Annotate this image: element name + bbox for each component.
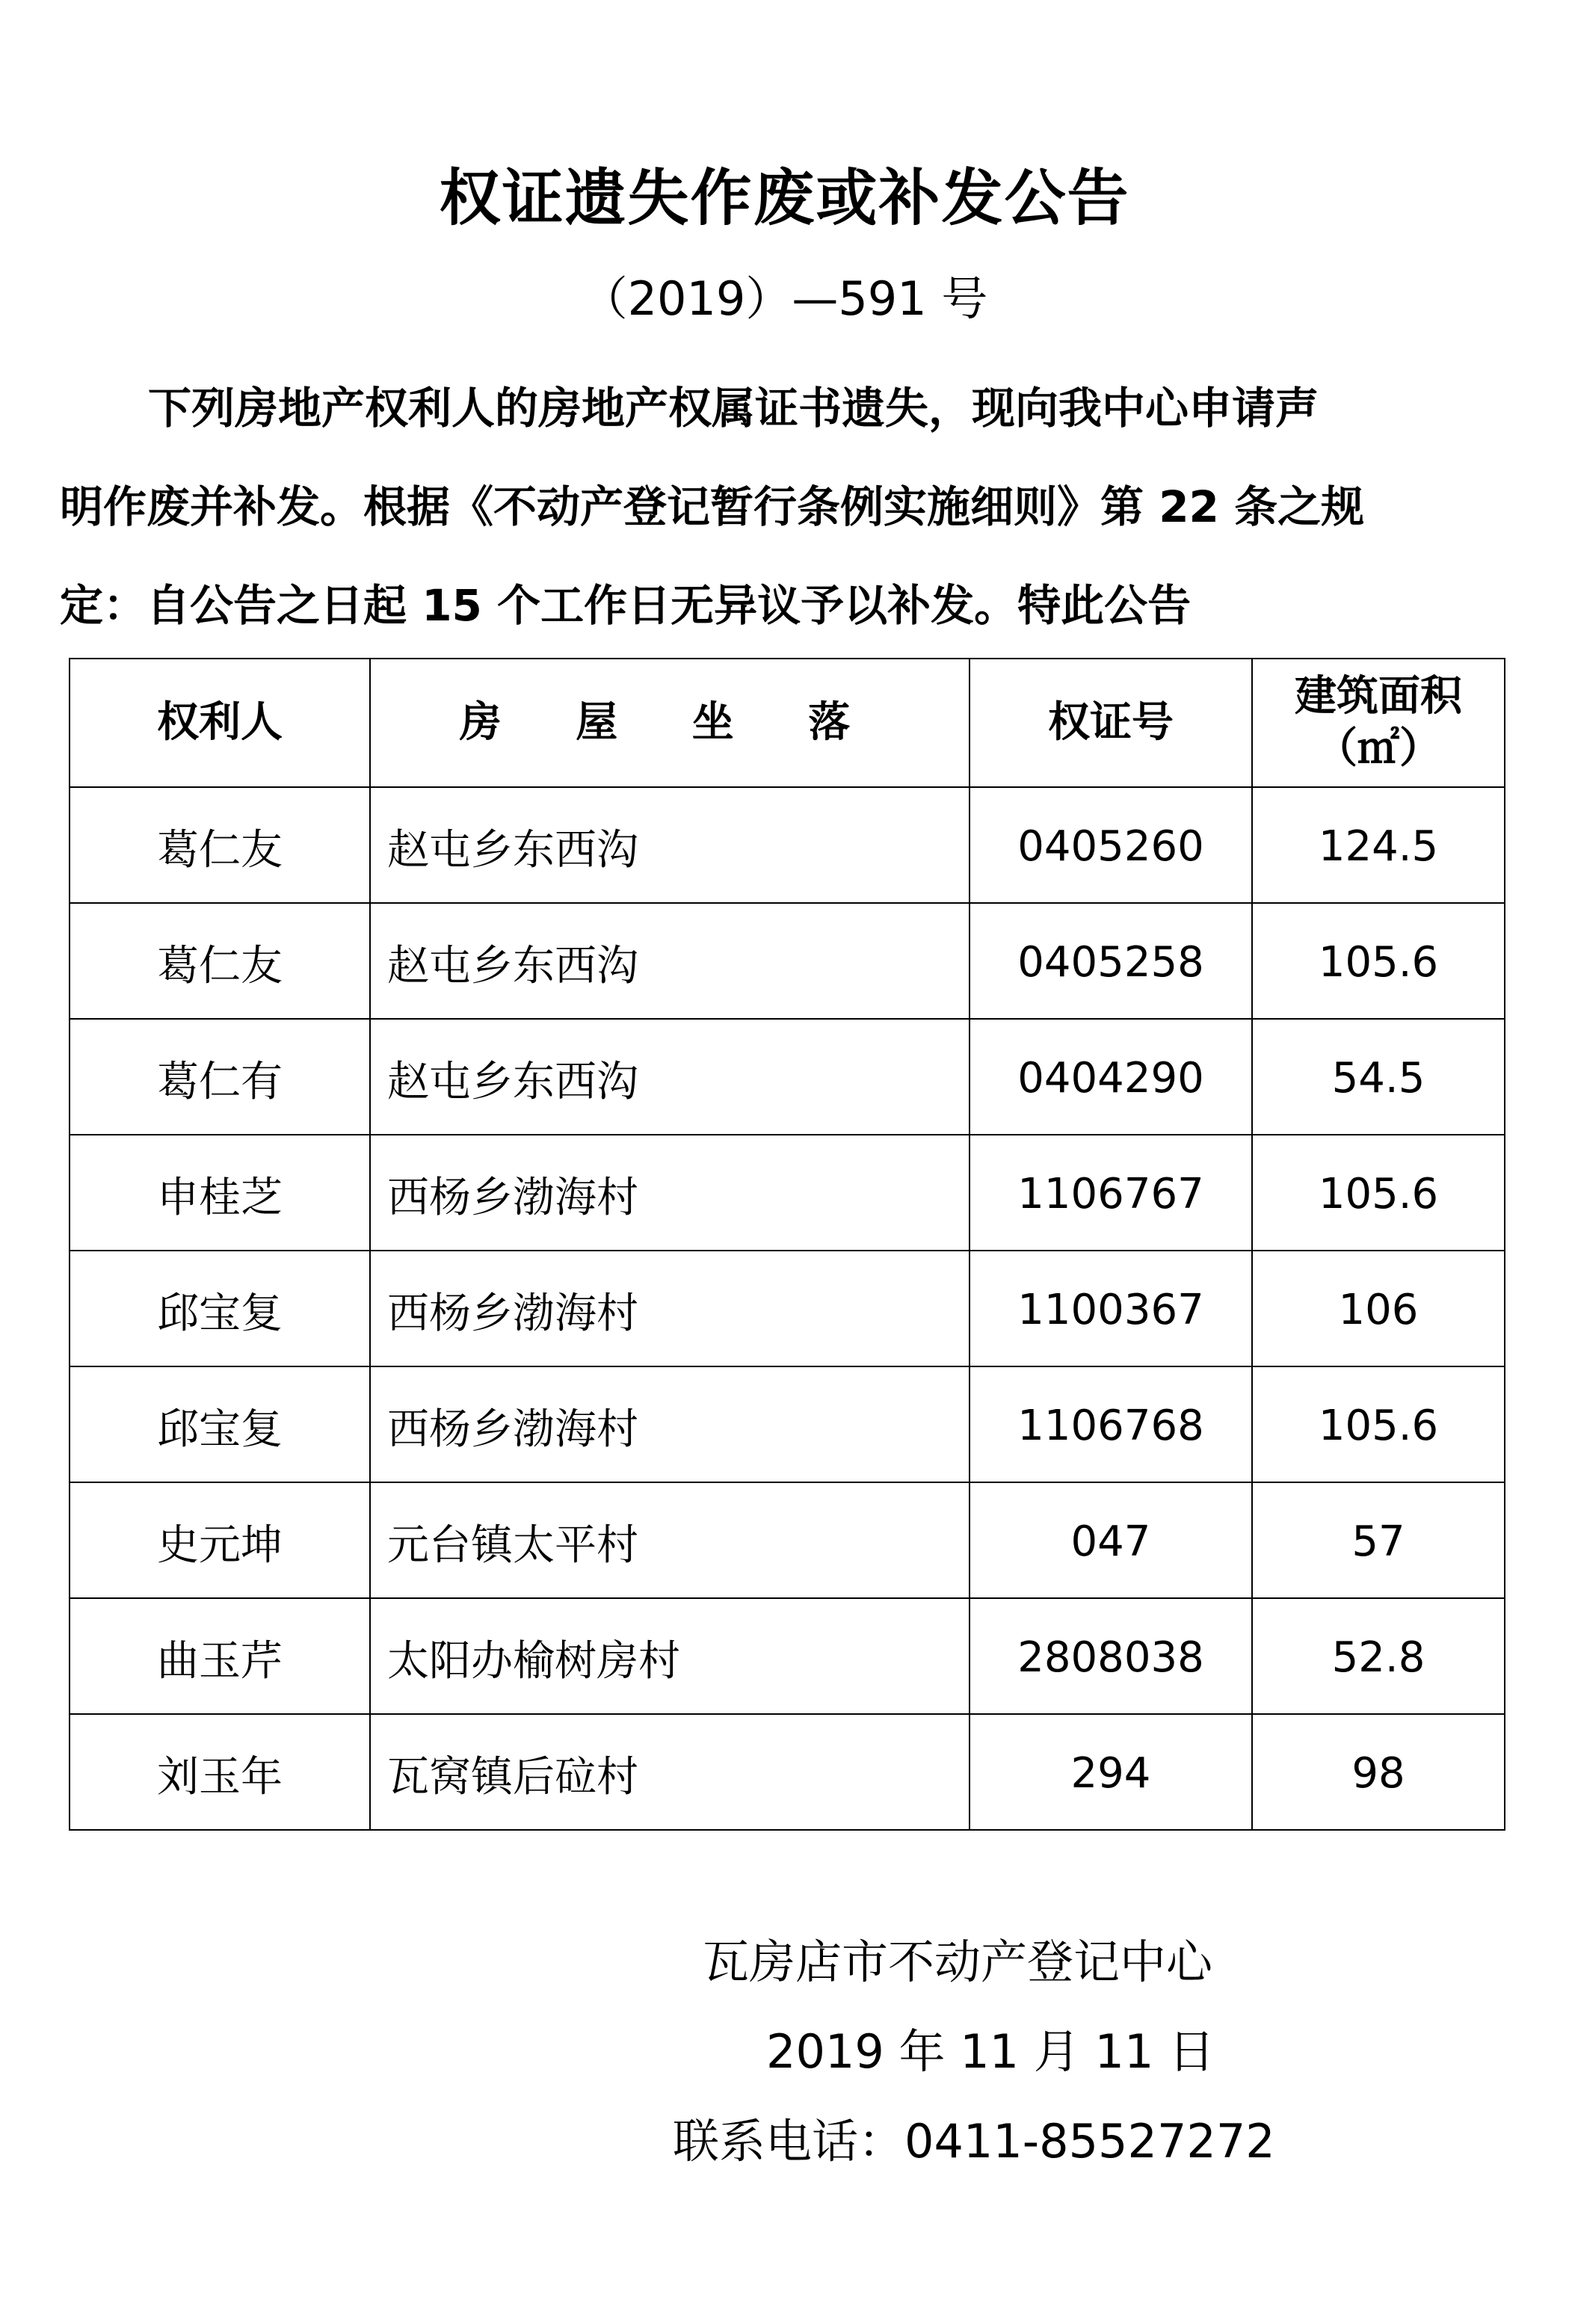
notice-body [60, 359, 1525, 655]
cell-holder: 刘玉年 [70, 1714, 370, 1830]
cell-area: 98 [1252, 1714, 1505, 1830]
cell-location: 西杨乡渤海村 [370, 1251, 970, 1366]
body-line-1: 下列房地产权利人的房地产权属证书遗失，现向我中心申请声 [148, 383, 1319, 434]
header-area-label: 建筑面积 [1295, 672, 1462, 721]
records-table [69, 658, 1505, 1831]
cell-cert-no: 2808038 [970, 1598, 1252, 1714]
cell-holder: 葛仁友 [70, 787, 370, 903]
cell-location: 赵屯乡东西沟 [370, 903, 970, 1019]
cell-area: 106 [1252, 1251, 1505, 1366]
table-row [70, 1135, 1505, 1251]
header-holder: 权利人 [70, 659, 370, 787]
body-line-3: 定：自公告之日起 15 个工作日无异议予以补发。特此公告 [60, 580, 1192, 631]
cell-cert-no: 1100367 [970, 1251, 1252, 1366]
cell-holder: 申桂芝 [70, 1135, 370, 1251]
cell-cert-no: 1106768 [970, 1366, 1252, 1482]
cell-cert-no: 1106767 [970, 1135, 1252, 1251]
cell-holder: 史元坤 [70, 1482, 370, 1598]
table-row [70, 1482, 1505, 1598]
cell-area: 105.6 [1252, 1366, 1505, 1482]
cell-location: 西杨乡渤海村 [370, 1135, 970, 1251]
cell-cert-no: 0405258 [970, 903, 1252, 1019]
cell-holder: 邱宝复 [70, 1366, 370, 1482]
cell-location: 瓦窝镇后砬村 [370, 1714, 970, 1830]
cell-location: 元台镇太平村 [370, 1482, 970, 1598]
table-header-row [70, 659, 1505, 787]
cell-area: 105.6 [1252, 903, 1505, 1019]
issuing-organization: 瓦房店市不动产登记中心 [703, 1935, 1213, 1989]
cell-area: 124.5 [1252, 787, 1505, 903]
cell-location: 西杨乡渤海村 [370, 1366, 970, 1482]
cell-location: 赵屯乡东西沟 [370, 787, 970, 903]
header-location [370, 659, 970, 787]
contact-phone: 联系电话：0411-85527272 [673, 2114, 1275, 2169]
header-cert-no: 权证号 [970, 659, 1252, 787]
cell-cert-no: 0404290 [970, 1019, 1252, 1135]
cell-cert-no: 047 [970, 1482, 1252, 1598]
cell-cert-no: 294 [970, 1714, 1252, 1830]
header-area-unit: （㎡） [1316, 724, 1441, 773]
cell-area: 52.8 [1252, 1598, 1505, 1714]
document-number: （2019）—591 号 [581, 271, 988, 326]
table-row [70, 1019, 1505, 1135]
table-row [70, 787, 1505, 903]
table-row [70, 1598, 1505, 1714]
header-area [1252, 659, 1505, 787]
issue-date: 2019 年 11 月 11 日 [766, 2024, 1215, 2079]
cell-holder: 葛仁友 [70, 903, 370, 1019]
cell-holder: 曲玉芹 [70, 1598, 370, 1714]
body-line-2: 明作废并补发。根据《不动产登记暂行条例实施细则》第 22 条之规 [60, 481, 1365, 532]
cell-area: 57 [1252, 1482, 1505, 1598]
cell-location: 赵屯乡东西沟 [370, 1019, 970, 1135]
notice-title: 权证遗失作废或补发公告 [439, 163, 1130, 234]
table-row [70, 1714, 1505, 1830]
cell-holder: 葛仁有 [70, 1019, 370, 1135]
cell-area: 54.5 [1252, 1019, 1505, 1135]
table-row [70, 903, 1505, 1019]
table-row [70, 1366, 1505, 1482]
cell-location: 太阳办榆树房村 [370, 1598, 970, 1714]
cell-holder: 邱宝复 [70, 1251, 370, 1366]
cell-area: 105.6 [1252, 1135, 1505, 1251]
table-row [70, 1251, 1505, 1366]
cell-cert-no: 0405260 [970, 787, 1252, 903]
header-location-label: 房 屋 坐 落 [459, 698, 881, 747]
